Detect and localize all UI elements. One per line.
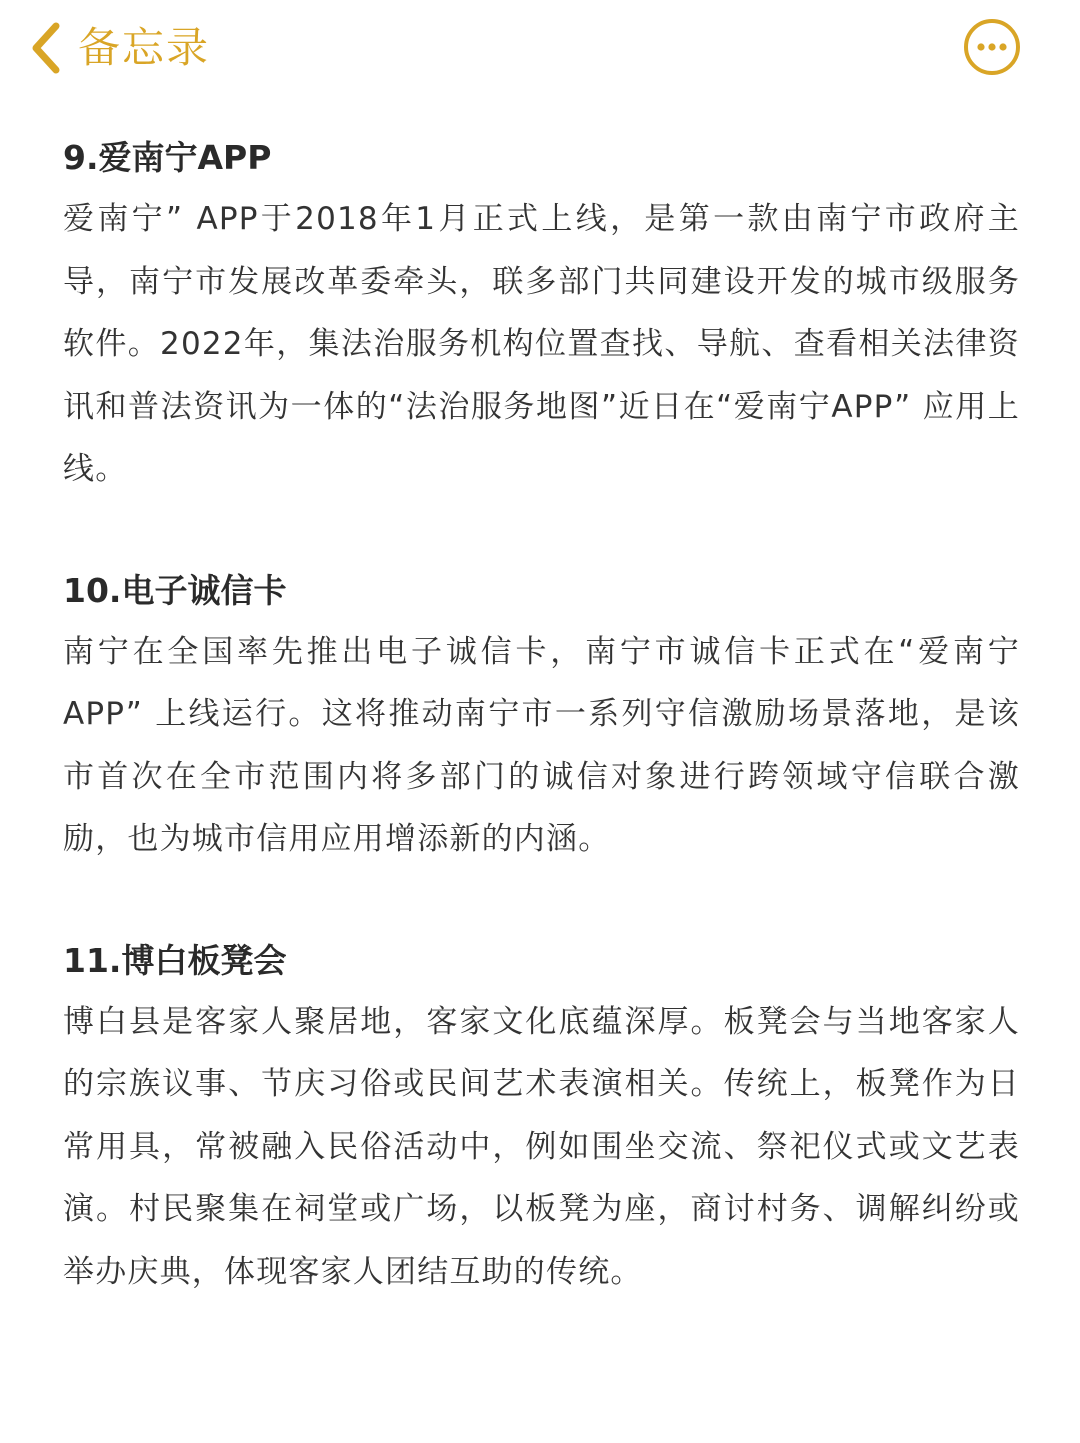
section-body: 博白县是客家人聚居地，客家文化底蕴深厚。板凳会与当地客家人的宗族议事、节庆习俗或民间艺术表演相关。传统上，板凳作为日常用具，常被融入民俗活动中，例如围坐交流、祭祀仪式或文艺表演。村民聚集在祠堂或广场，以板凳为座，商讨村务、调解纠纷或举办庆典，体现客家人团结互助的传统。 [63,1003,1020,1290]
note-section-10 [63,561,1020,871]
section-title: 10.电子诚信卡 [63,570,287,610]
note-section-11 [63,931,1020,1304]
back-button[interactable] [28,16,210,80]
section-body: 爱南宁” APP于2018年1月正式上线，是第一款由南宁市政府主导，南宁市发展改革委牵头，联多部门共同建设开发的城市级服务软件。2022年，集法治服务机构位置查找、导航、查看相关法律资讯和普法资讯为一体的“法治服务地图”近日在“爱南宁APP” 应用上线。 [63,201,1020,487]
chevron-left-icon [28,22,62,74]
note-content [63,128,1020,1303]
nav-bar [0,0,1080,100]
note-section-9 [63,128,1020,501]
back-label: 备忘录 [78,23,211,72]
section-title: 11.博白板凳会 [63,940,287,980]
ellipsis-circle-icon [963,18,1021,76]
section-title: 9.爱南宁APP [63,138,272,177]
more-options-button[interactable] [963,18,1021,76]
section-body: 南宁在全国率先推出电子诚信卡，南宁市诚信卡正式在“爱南宁APP” 上线运行。这将推动南宁市一系列守信激励场景落地，是该市首次在全市范围内将多部门的诚信对象进行跨领域守信联合激励，也为城市信用应用增添新的内涵。 [63,633,1020,857]
